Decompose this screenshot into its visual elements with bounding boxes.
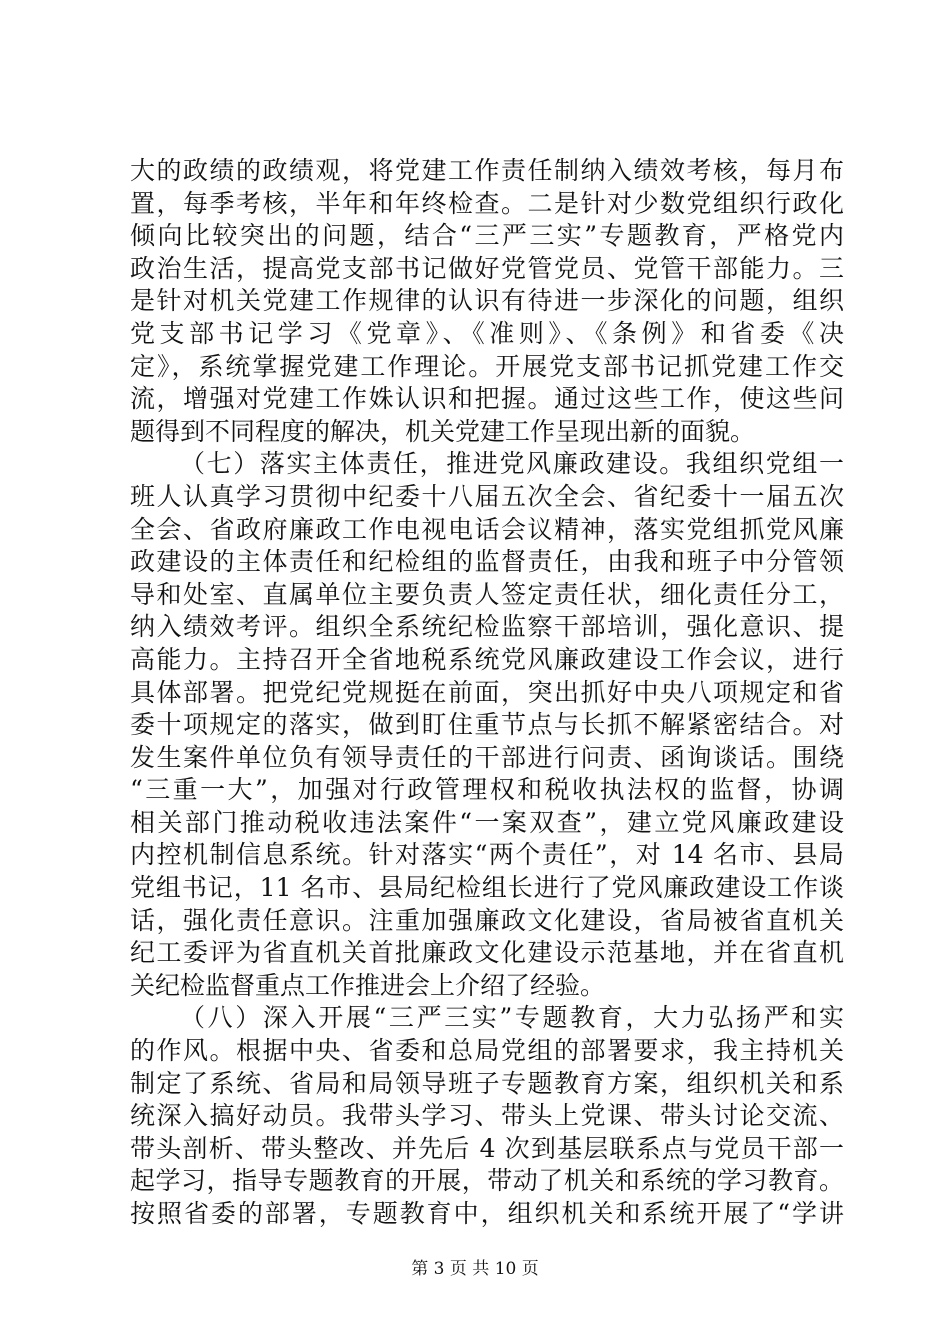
text-line: 是针对机关党建工作规律的认识有待进一步深化的问题，组织 xyxy=(130,286,844,316)
text-line: 党组书记，11 名市、县局纪检组长进行了党风廉政建设工作谈 xyxy=(130,873,844,903)
text-line: 纳入绩效考评。组织全系统纪检监察干部培训，强化意识、提 xyxy=(130,612,844,642)
text-line: 带头剖析、带头整改、并先后 4 次到基层联系点与党员干部一 xyxy=(130,1133,844,1163)
text-line: 政建设的主体责任和纪检组的监督责任，由我和班子中分管领 xyxy=(130,547,844,577)
text-line: 统深入搞好动员。我带头学习、带头上党课、带头讨论交流、 xyxy=(130,1101,844,1131)
text-line: 高能力。主持召开全省地税系统党风廉政建设工作会议，进行 xyxy=(130,644,844,674)
text-line: 制定了系统、省局和局领导班子专题教育方案，组织机关和系 xyxy=(130,1068,844,1098)
document-body xyxy=(130,155,844,1231)
text-line: 班人认真学习贯彻中纪委十八届五次全会、省纪委十一届五次 xyxy=(130,481,844,511)
section-heading-line: （七）落实主体责任，推进党风廉政建设。我组织党组一 xyxy=(180,449,844,479)
page-footer xyxy=(0,1258,950,1280)
text-line: 的作风。根据中央、省委和总局党组的部署要求，我主持机关 xyxy=(130,1036,844,1066)
text-line: 纪工委评为省直机关首批廉政文化建设示范基地，并在省直机 xyxy=(130,938,844,968)
text-line: 委十项规定的落实，做到盯住重节点与长抓不解紧密结合。对 xyxy=(130,710,844,740)
text-line: “三重一大”，加强对行政管理权和税收执法权的监督，协调 xyxy=(130,775,844,805)
text-line: 大的政绩的政绩观，将党建工作责任制纳入绩效考核，每月布 xyxy=(130,156,844,185)
text-line: 置，每季考核，半年和年终检查。二是针对少数党组织行政化 xyxy=(130,188,844,218)
text-line: 题得到不同程度的解决，机关党建工作呈现出新的面貌。 xyxy=(130,416,756,446)
text-line: 发生案件单位负有领导责任的干部进行问责、函询谈话。围绕 xyxy=(130,742,844,772)
text-line: 党支部书记学习《党章》、《准则》、《条例》和省委《决 xyxy=(130,318,844,348)
text-line: 话，强化责任意识。注重加强廉政文化建设，省局被省直机关 xyxy=(130,905,844,935)
text-line: 全会、省政府廉政工作电视电话会议精神，落实党组抓党风廉 xyxy=(130,514,844,544)
text-line: 具体部署。把党纪党规挺在前面，突出抓好中央八项规定和省 xyxy=(130,677,844,707)
text-line: 按照省委的部署，专题教育中，组织机关和系统开展了“学讲 xyxy=(130,1199,844,1228)
section-heading-line: （八）深入开展“三严三实”专题教育，大力弘扬严和实 xyxy=(180,1003,844,1033)
text-line: 内控机制信息系统。针对落实“两个责任”，对 14 名市、县局 xyxy=(130,840,844,870)
text-line: 政治生活，提高党支部书记做好党管党员、党管干部能力。三 xyxy=(130,253,844,283)
text-line: 导和处室、直属单位主要负责人签定责任状，细化责任分工， xyxy=(130,579,844,609)
text-line: 相关部门推动税收违法案件“一案双查”，建立党风廉政建设 xyxy=(130,807,844,837)
text-line: 关纪检监督重点工作推进会上介绍了经验。 xyxy=(130,970,606,1000)
text-line: 流，增强对党建工作姝认识和把握。通过这些工作，使这些问 xyxy=(130,384,844,414)
text-line: 定》，系统掌握党建工作理论。开展党支部书记抓党建工作交 xyxy=(130,351,844,381)
text-line: 倾向比较突出的问题，结合“三严三实”专题教育，严格党内 xyxy=(130,221,844,251)
text-line: 起学习，指导专题教育的开展，带动了机关和系统的学习教育。 xyxy=(130,1166,844,1196)
page-number-label: 第 3 页 共 10 页 xyxy=(411,1259,539,1279)
